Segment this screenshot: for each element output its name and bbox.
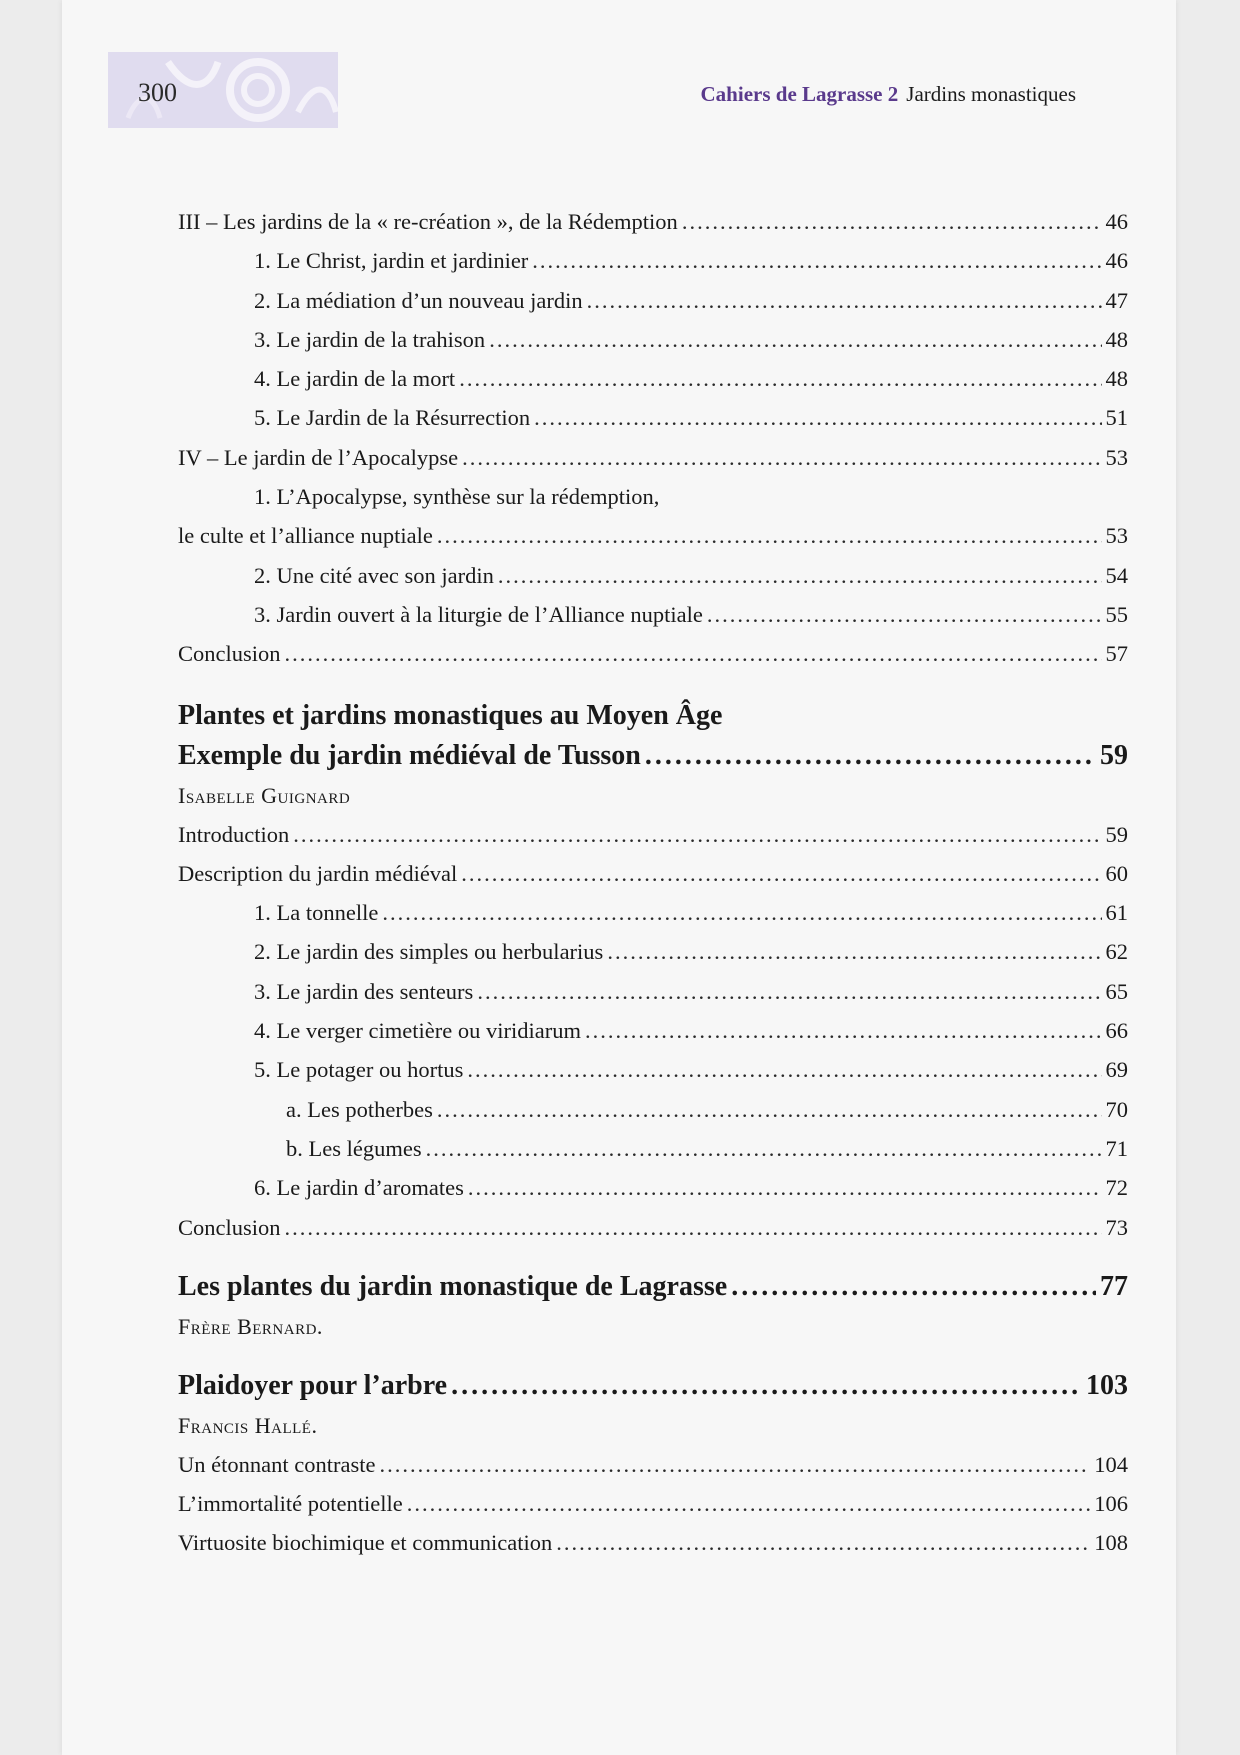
toc-entry-line: 1. L’Apocalypse, synthèse sur la rédemption, [254, 484, 660, 510]
volume-title: Jardins monastiques [906, 82, 1076, 106]
toc-entry: Introduction ..... 59 [178, 815, 1128, 854]
running-head [701, 82, 1076, 107]
article-title-line: Les plantes du jardin monastique de Lagrasse ..... 77 [178, 1267, 1128, 1307]
toc-entry: b. Les légumes ..... 71 [178, 1129, 1128, 1168]
toc-entry: le culte et l’alliance nuptiale ..... 53 [178, 516, 1128, 555]
toc-entry: Conclusion ..... 73 [178, 1208, 1128, 1247]
toc-entry: 4. Le jardin de la mort ..... 48 [178, 359, 1128, 398]
toc-entry: 3. Jardin ouvert à la liturgie de l’Alliance nuptiale ..... 55 [178, 595, 1128, 634]
toc-entry: 2. Le jardin des simples ou herbularius ..... 62 [178, 932, 1128, 971]
toc-entry: 3. Le jardin de la trahison ..... 48 [178, 320, 1128, 359]
article-author: Frère Bernard. [178, 1313, 323, 1339]
book-page [62, 0, 1176, 1755]
toc-entry: 4. Le verger cimetière ou viridiarum ..... 66 [178, 1011, 1128, 1050]
article-author: Isabelle Guignard [178, 782, 351, 808]
toc-entry: 2. Une cité avec son jardin ..... 54 [178, 556, 1128, 595]
toc-entry: 1. Le Christ, jardin et jardinier ..... 46 [178, 241, 1128, 280]
toc-entry: a. Les potherbes ..... 70 [178, 1090, 1128, 1129]
table-of-contents [178, 202, 1128, 1563]
page-number: 300 [138, 78, 177, 107]
toc-entry: Description du jardin médiéval ..... 60 [178, 854, 1128, 893]
toc-entry: 2. La médiation d’un nouveau jardin ..... 47 [178, 281, 1128, 320]
series-title: Cahiers de Lagrasse 2 [700, 82, 899, 106]
toc-entry: 6. Le jardin d’aromates ..... 72 [178, 1168, 1128, 1207]
toc-entry: Conclusion ..... 57 [178, 634, 1128, 673]
toc-entry: L’immortalité potentielle ..... 106 [178, 1484, 1128, 1523]
article-title: Plantes et jardins monastiques au Moyen Âge [178, 699, 723, 731]
toc-entry: Virtuosite biochimique et communication ..... 108 [178, 1523, 1128, 1562]
toc-entry: 5. Le Jardin de la Résurrection ..... 51 [178, 398, 1128, 437]
toc-entry: 3. Le jardin des senteurs ..... 65 [178, 972, 1128, 1011]
toc-entry: Un étonnant contraste ..... 104 [178, 1445, 1128, 1484]
toc-entry: IV – Le jardin de l’Apocalypse ..... 53 [178, 438, 1128, 477]
toc-entry: 1. La tonnelle ..... 61 [178, 893, 1128, 932]
article-author: Francis Hallé. [178, 1412, 318, 1438]
toc-entry: III – Les jardins de la « re-création », de la Rédemption ..... 46 [178, 202, 1128, 241]
article-title-line: Plaidoyer pour l’arbre ..... 103 [178, 1366, 1128, 1406]
toc-entry: 5. Le potager ou hortus ..... 69 [178, 1050, 1128, 1089]
article-title-line: Exemple du jardin médiéval de Tusson ..... 59 [178, 736, 1128, 776]
